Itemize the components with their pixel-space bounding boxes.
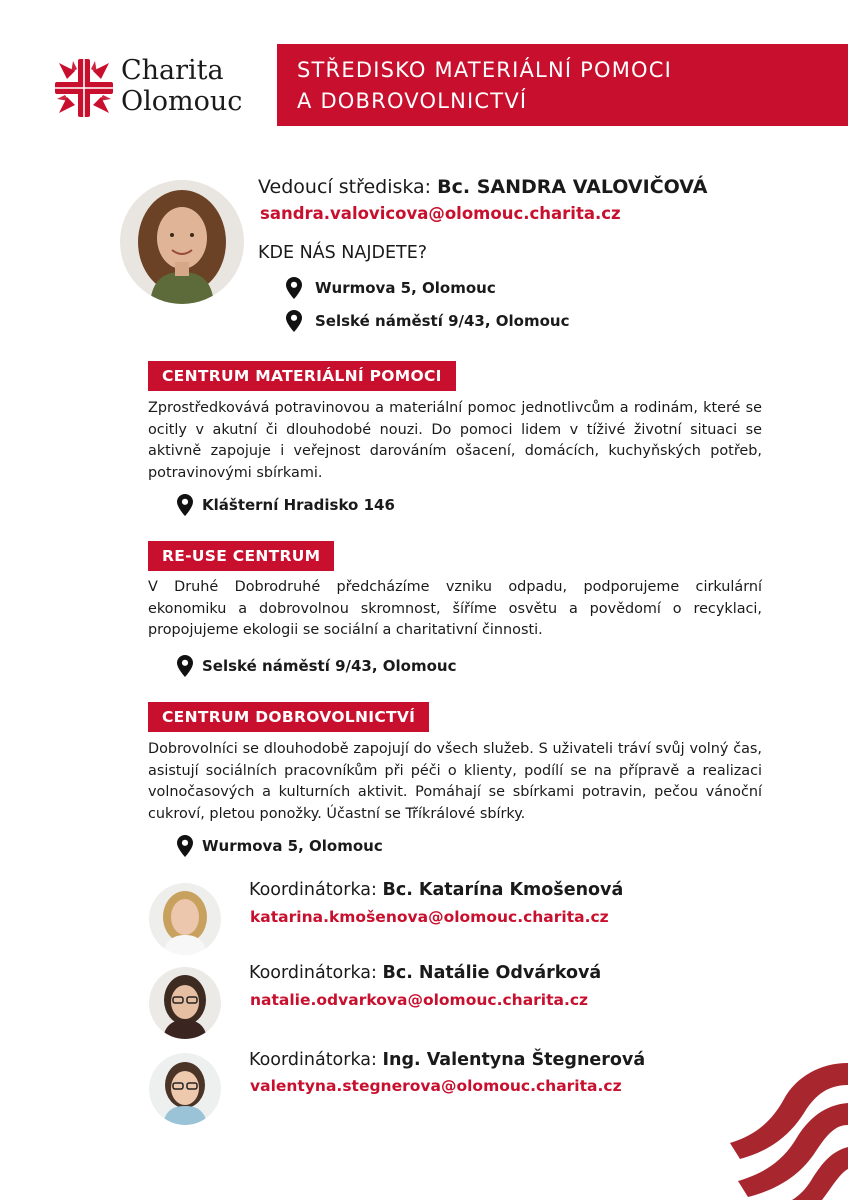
coordinator-name: Bc. Katarína Kmošenová: [382, 880, 624, 900]
header-title-line-2: A DOBROVOLNICTVÍ: [297, 89, 528, 113]
section-text-reuse: V Druhé Dobrodruhé předcházíme vzniku odpadu, podporujeme cirkulární ekonomiku a dobrovolnou skromnost, šíříme osvětu a povědomí o recyklaci, propojujeme ekologii se sociální a charitativní činnosti.: [148, 579, 762, 639]
head-location-2: Selské náměstí 9/43, Olomouc: [315, 312, 570, 330]
section-text-material-aid: Zprostředkovává potravinovou a materiální pomoc jednotlivcům a rodinám, které se ocitly v akutní či dlouhodobé nouzi. Do pomoci lidem v tíživé životní situaci se aktivně zapojuje i veřejnost darováním ošacení, domácích, kuchyňských potřeb, potravinovými sbírkami.: [148, 400, 762, 481]
head-photo-image: [120, 180, 244, 304]
section-text-volunteering: Dobrovolníci se dlouhodobě zapojují do všech služeb. S uživateli tráví svůj volný čas, asistují sociálních pracovníkům při péči o klienty, podílí se na přípravě a realizaci volnočasových a kulturních aktivit. Pomáhají se sbírkami potravin, pečou vánoční cukroví, pletou ponožky. Účastní se Tříkrálové sbírky.: [148, 741, 762, 822]
head-title: [258, 176, 707, 198]
head-email-link[interactable]: sandra.valovicova@olomouc.charita.cz: [260, 204, 621, 223]
coordinator-1-email-link[interactable]: katarina.kmošenova@olomouc.charita.cz: [250, 908, 609, 926]
location-pin-icon: [177, 655, 193, 677]
coordinator-label: Koordinátorka:: [249, 880, 377, 900]
location-pin-icon: [177, 494, 193, 516]
logo-line-2: Olomouc: [121, 86, 243, 117]
section-title-material-aid: CENTRUM MATERIÁLNÍ POMOCI: [148, 361, 456, 391]
coordinator-3-title: [249, 1050, 645, 1070]
coordinator-portrait: [149, 967, 221, 1039]
head-location-1: Wurmova 5, Olomouc: [315, 279, 496, 297]
section-address-material-aid: Klášterní Hradisko 146: [202, 496, 395, 514]
head-name: Bc. SANDRA VALOVIČOVÁ: [437, 176, 708, 198]
coordinator-name: Ing. Valentyna Štegnerová: [382, 1050, 646, 1070]
logo-line-1: Charita: [121, 55, 224, 86]
header-title-line-1: STŘEDISKO MATERIÁLNÍ POMOCI: [297, 58, 673, 82]
charita-cross-icon: [55, 59, 113, 117]
section-title-volunteering: CENTRUM DOBROVOLNICTVÍ: [148, 702, 429, 732]
coordinator-label: Koordinátorka:: [249, 1050, 377, 1070]
coordinator-label: Koordinátorka:: [249, 963, 377, 983]
head-role-label: Vedoucí střediska:: [258, 176, 432, 198]
section-title-reuse: RE-USE CENTRUM: [148, 541, 334, 571]
coordinator-3-email-link[interactable]: valentyna.stegnerova@olomouc.charita.cz: [250, 1077, 622, 1095]
location-pin-icon: [286, 277, 302, 299]
charita-logo: [55, 57, 255, 117]
section-address-volunteering: Wurmova 5, Olomouc: [202, 837, 383, 855]
location-pin-icon: [286, 310, 302, 332]
header-banner: [277, 44, 848, 126]
location-pin-icon: [177, 835, 193, 857]
coordinator-2-title: [249, 963, 601, 983]
coordinator-name: Bc. Natálie Odvárková: [382, 963, 602, 983]
decorative-waves: [700, 1055, 848, 1200]
head-portrait: [120, 180, 244, 304]
coordinator-2-email-link[interactable]: natalie.odvarkova@olomouc.charita.cz: [250, 991, 589, 1009]
coordinator-portrait: [149, 883, 221, 955]
where-heading: KDE NÁS NAJDETE?: [258, 243, 428, 263]
coordinator-photo-image: [149, 883, 221, 955]
coordinator-photo-image: [149, 967, 221, 1039]
coordinator-portrait: [149, 1053, 221, 1125]
section-address-reuse: Selské náměstí 9/43, Olomouc: [202, 657, 457, 675]
coordinator-photo-image: [149, 1053, 221, 1125]
coordinator-1-title: [249, 880, 623, 900]
